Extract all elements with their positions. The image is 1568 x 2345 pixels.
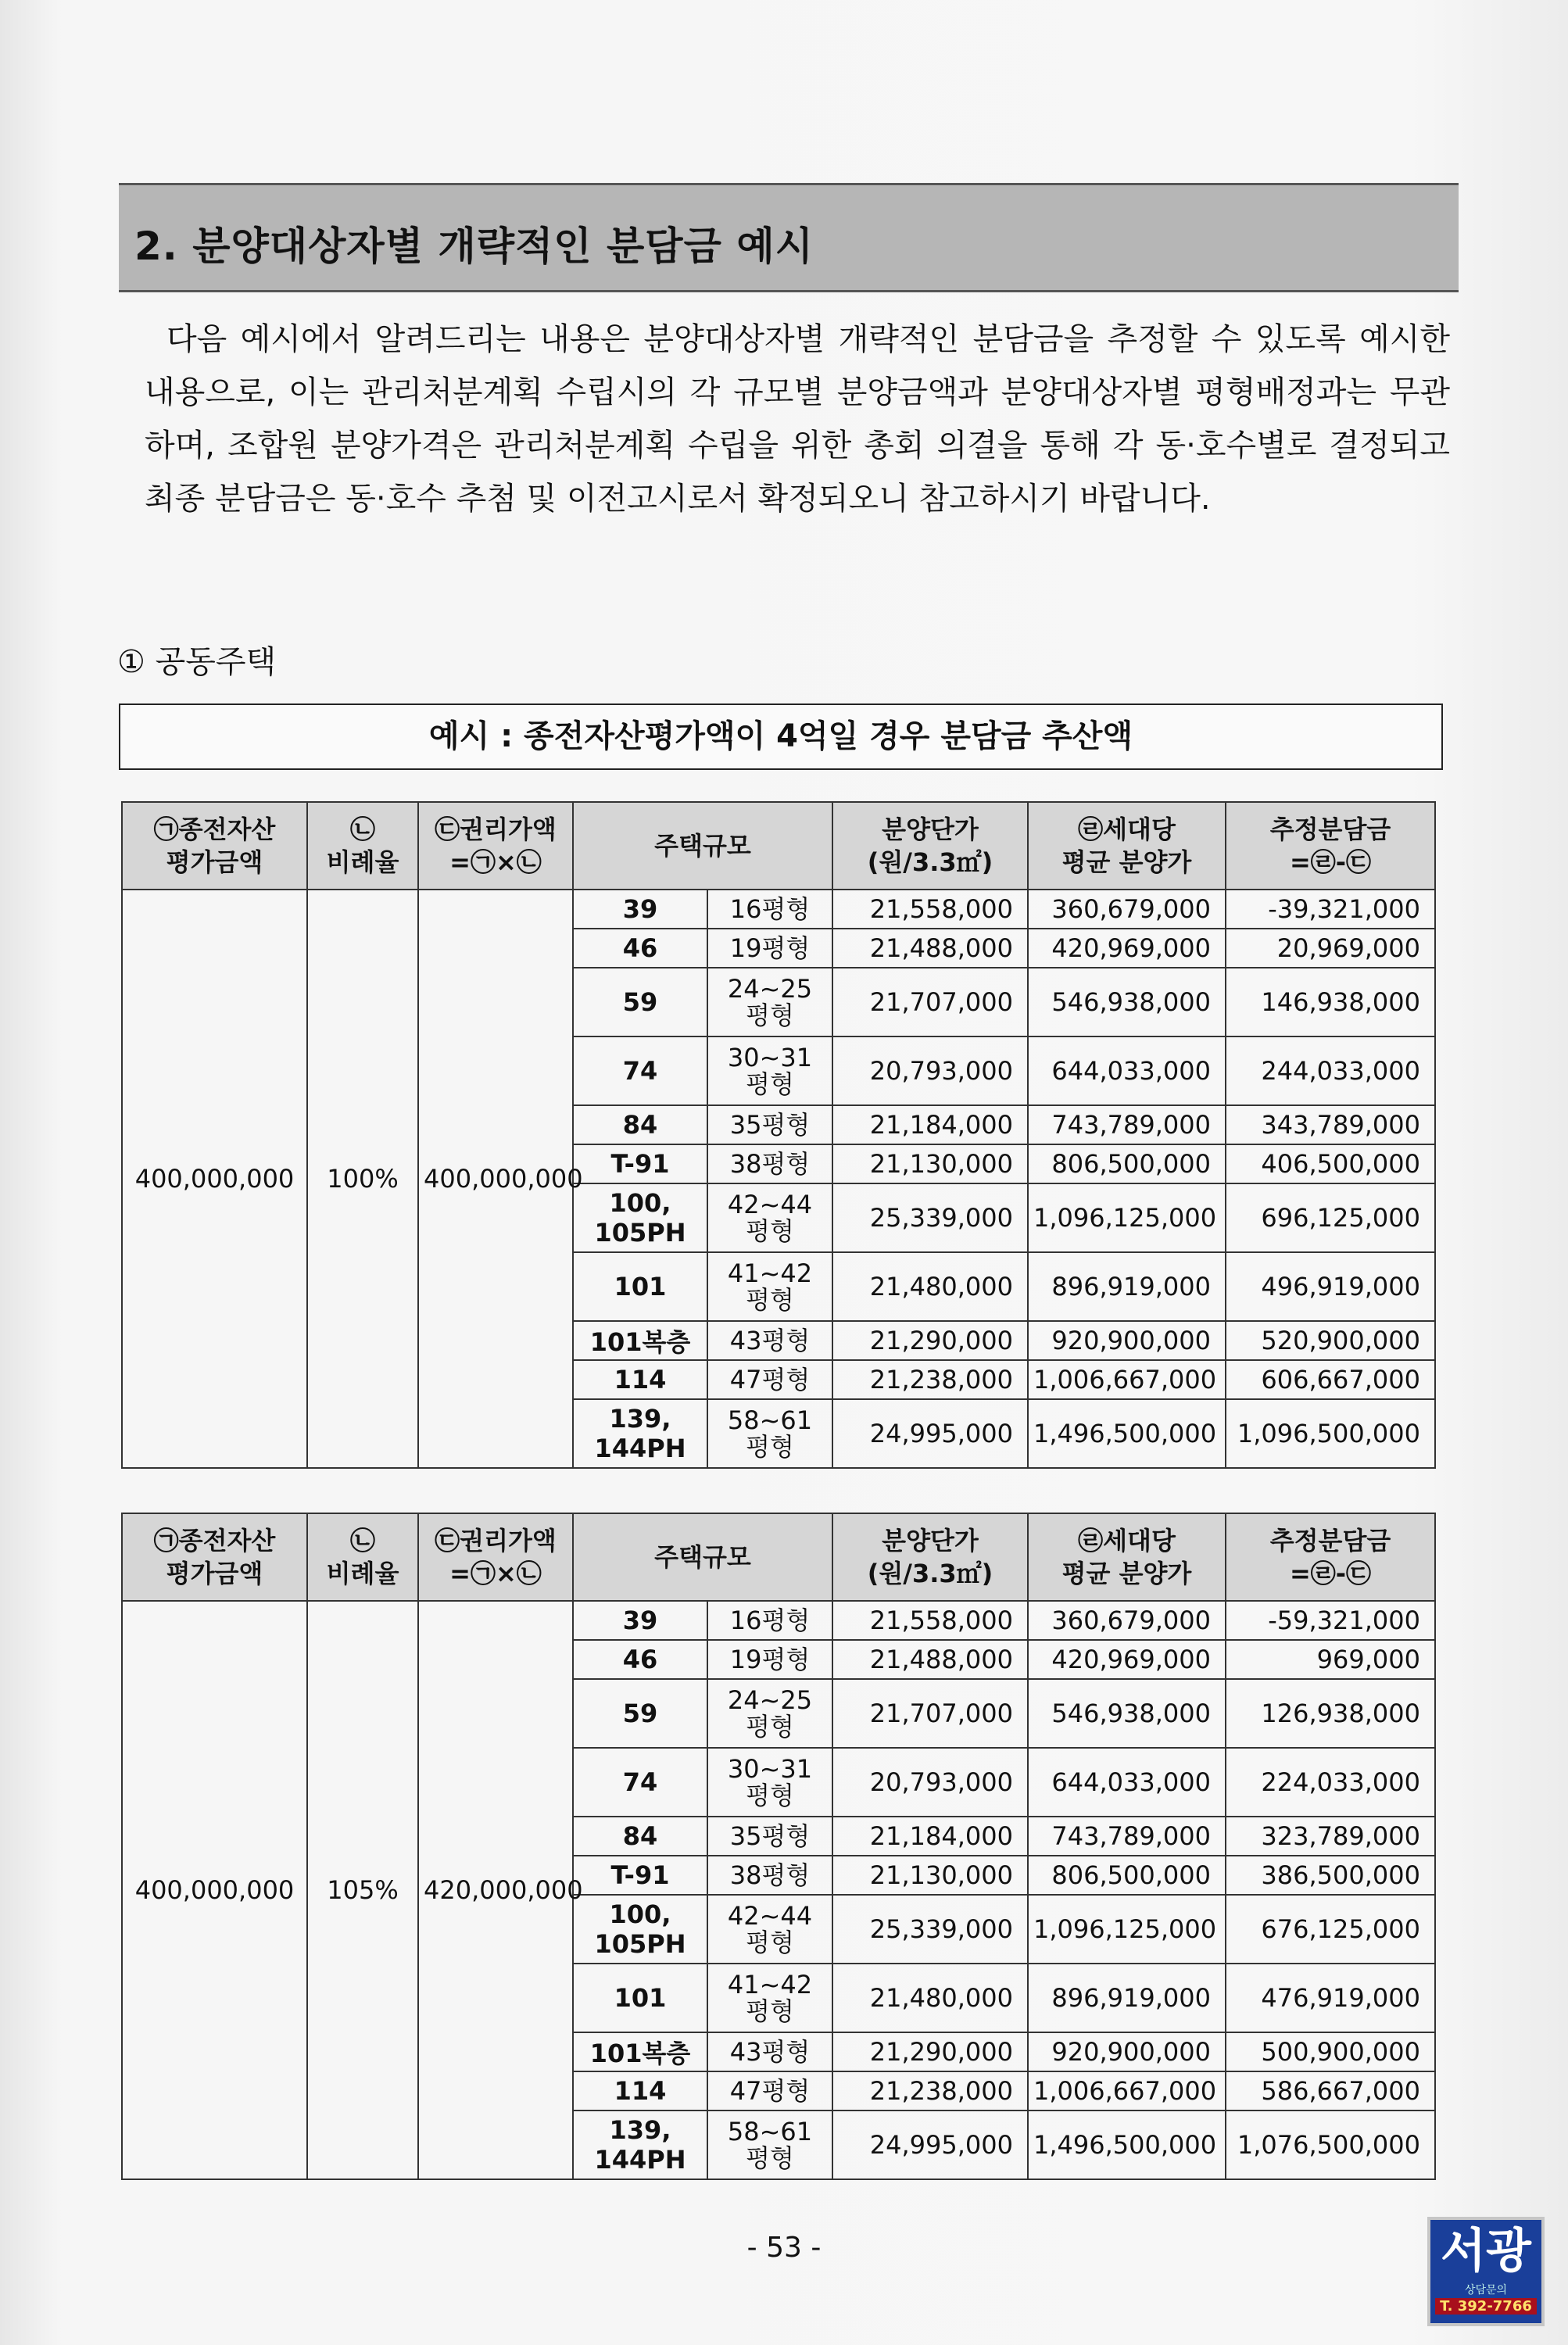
cell-plan-type: 47평형: [707, 2071, 832, 2110]
cell-estimated-share: 500,900,000: [1226, 2032, 1435, 2071]
intro-text: 다음 예시에서 알려드리는 내용은 분양대상자별 개략적인 분담금을 추정할 수 있도록 예시한 내용으로, 이는 관리처분계획 수립시의 각 규모별 분양금액과 분양대상자별 평형배정과는 무관하며, 조합원 분양가격은 관리처분계획 수립을 위한 총회 의결을 통해 각 동·호수별로 결정되고 최종 분담금은 동·호수 추첨 및 이전고시로서 확정되오니 참고하시기 바랍니다.: [145, 321, 1450, 517]
cell-size: 101: [573, 1964, 707, 2032]
cell-unit-price: 21,290,000: [832, 1321, 1028, 1360]
cell-unit-price: 21,238,000: [832, 2071, 1028, 2110]
header-asset-value: ㉠종전자산 평가금액: [122, 1513, 307, 1601]
intro-paragraph: [145, 313, 1450, 525]
cell-plan-type: 24~25 평형: [707, 1679, 832, 1748]
cell-estimated-share: 146,938,000: [1226, 968, 1435, 1036]
cell-unit-price: 20,793,000: [832, 1036, 1028, 1105]
cell-unit-price: 21,558,000: [832, 890, 1028, 929]
cell-estimated-share: 224,033,000: [1226, 1748, 1435, 1817]
header-avg-price: ㉣세대당 평균 분양가: [1028, 802, 1226, 890]
table-body: [122, 1601, 1435, 2179]
table-row: [122, 890, 1435, 929]
cell-size: 46: [573, 929, 707, 968]
cell-unit-price: 21,488,000: [832, 929, 1028, 968]
cell-size: 139, 144PH: [573, 2110, 707, 2179]
cell-estimated-share: 496,919,000: [1226, 1252, 1435, 1321]
cell-size: 74: [573, 1748, 707, 1817]
cell-avg-price: 360,679,000: [1028, 890, 1226, 929]
cell-unit-price: 21,184,000: [832, 1817, 1028, 1856]
cell-plan-type: 35평형: [707, 1105, 832, 1144]
cell-size: 114: [573, 2071, 707, 2110]
stamp-caption: 상담문의: [1464, 2284, 1508, 2297]
cell-unit-price: 21,130,000: [832, 1144, 1028, 1183]
subsection-heading: ① 공동주택: [117, 644, 277, 680]
cell-plan-type: 24~25 평형: [707, 968, 832, 1036]
cell-unit-price: 24,995,000: [832, 2110, 1028, 2179]
stamp-phone: T. 392-7766: [1435, 2298, 1537, 2315]
cell-plan-type: 30~31 평형: [707, 1036, 832, 1105]
cell-estimated-share: 476,919,000: [1226, 1964, 1435, 2032]
cell-unit-price: 21,707,000: [832, 1679, 1028, 1748]
cell-estimated-share: 323,789,000: [1226, 1817, 1435, 1856]
cell-estimated-share: 969,000: [1226, 1640, 1435, 1679]
header-rights-value: ㉢권리가액 =㉠×㉡: [418, 1513, 573, 1601]
header-ratio: ㉡ 비례율: [307, 802, 418, 890]
cell-estimated-share: 20,969,000: [1226, 929, 1435, 968]
cell-avg-price: 644,033,000: [1028, 1748, 1226, 1817]
cell-size: 39: [573, 890, 707, 929]
example-banner: 예시 : 종전자산평가액이 4억일 경우 분담금 추산액: [119, 704, 1443, 770]
cell-size: 74: [573, 1036, 707, 1105]
cell-size: 46: [573, 1640, 707, 1679]
cell-size: 100, 105PH: [573, 1895, 707, 1964]
cell-avg-price: 743,789,000: [1028, 1105, 1226, 1144]
header-unit-price: 분양단가 (원/3.3㎡): [832, 1513, 1028, 1601]
cell-avg-price: 920,900,000: [1028, 2032, 1226, 2071]
cell-plan-type: 38평형: [707, 1856, 832, 1895]
header-housing-size: 주택규모: [573, 802, 832, 890]
cell-unit-price: 21,184,000: [832, 1105, 1028, 1144]
cell-estimated-share: 244,033,000: [1226, 1036, 1435, 1105]
table-row: [122, 1601, 1435, 1640]
section-title-bar: [119, 183, 1459, 292]
cell-estimated-share: 1,076,500,000: [1226, 2110, 1435, 2179]
cell-asset: 400,000,000: [122, 1601, 307, 2179]
header-rights-value: ㉢권리가액 =㉠×㉡: [418, 802, 573, 890]
cell-plan-type: 41~42 평형: [707, 1964, 832, 2032]
cell-estimated-share: 406,500,000: [1226, 1144, 1435, 1183]
cell-estimated-share: 343,789,000: [1226, 1105, 1435, 1144]
header-estimated-share: 추정분담금 =㉣-㉢: [1226, 1513, 1435, 1601]
cell-avg-price: 896,919,000: [1028, 1964, 1226, 2032]
cell-plan-type: 19평형: [707, 929, 832, 968]
cell-unit-price: 21,480,000: [832, 1964, 1028, 2032]
cell-estimated-share: 586,667,000: [1226, 2071, 1435, 2110]
cell-unit-price: 21,238,000: [832, 1360, 1028, 1399]
cell-rights: 420,000,000: [418, 1601, 573, 2179]
cell-unit-price: 21,707,000: [832, 968, 1028, 1036]
cell-avg-price: 1,096,125,000: [1028, 1895, 1226, 1964]
page-number: - 53 -: [746, 2232, 822, 2264]
cell-avg-price: 1,496,500,000: [1028, 1399, 1226, 1468]
cell-size: 101: [573, 1252, 707, 1321]
cell-avg-price: 644,033,000: [1028, 1036, 1226, 1105]
publisher-stamp: [1427, 2217, 1545, 2326]
allocation-table-105: [121, 1513, 1436, 2180]
header-avg-price: ㉣세대당 평균 분양가: [1028, 1513, 1226, 1601]
cell-avg-price: 806,500,000: [1028, 1856, 1226, 1895]
cell-unit-price: 25,339,000: [832, 1183, 1028, 1252]
cell-plan-type: 35평형: [707, 1817, 832, 1856]
cell-unit-price: 21,558,000: [832, 1601, 1028, 1640]
cell-size: 101복층: [573, 1321, 707, 1360]
cell-asset: 400,000,000: [122, 890, 307, 1468]
cell-plan-type: 43평형: [707, 2032, 832, 2071]
header-unit-price: 분양단가 (원/3.3㎡): [832, 802, 1028, 890]
cell-size: T-91: [573, 1144, 707, 1183]
cell-plan-type: 58~61 평형: [707, 2110, 832, 2179]
cell-size: 59: [573, 968, 707, 1036]
cell-size: 84: [573, 1817, 707, 1856]
cell-avg-price: 420,969,000: [1028, 1640, 1226, 1679]
cell-size: T-91: [573, 1856, 707, 1895]
cell-estimated-share: 676,125,000: [1226, 1895, 1435, 1964]
cell-avg-price: 1,006,667,000: [1028, 2071, 1226, 2110]
header-housing-size: 주택규모: [573, 1513, 832, 1601]
cell-size: 101복층: [573, 2032, 707, 2071]
cell-unit-price: 20,793,000: [832, 1748, 1028, 1817]
cell-plan-type: 41~42 평형: [707, 1252, 832, 1321]
cell-unit-price: 21,488,000: [832, 1640, 1028, 1679]
cell-estimated-share: -59,321,000: [1226, 1601, 1435, 1640]
cell-unit-price: 21,290,000: [832, 2032, 1028, 2071]
cell-estimated-share: 520,900,000: [1226, 1321, 1435, 1360]
cell-avg-price: 546,938,000: [1028, 968, 1226, 1036]
cell-plan-type: 19평형: [707, 1640, 832, 1679]
header-asset-value: ㉠종전자산 평가금액: [122, 802, 307, 890]
cell-avg-price: 896,919,000: [1028, 1252, 1226, 1321]
cell-avg-price: 360,679,000: [1028, 1601, 1226, 1640]
cell-size: 139, 144PH: [573, 1399, 707, 1468]
cell-avg-price: 1,006,667,000: [1028, 1360, 1226, 1399]
cell-ratio: 100%: [307, 890, 418, 1468]
table-header-row: [122, 802, 1435, 890]
table-header-row: [122, 1513, 1435, 1601]
cell-size: 100, 105PH: [573, 1183, 707, 1252]
cell-plan-type: 16평형: [707, 1601, 832, 1640]
header-ratio: ㉡ 비례율: [307, 1513, 418, 1601]
cell-estimated-share: 386,500,000: [1226, 1856, 1435, 1895]
cell-plan-type: 38평형: [707, 1144, 832, 1183]
cell-plan-type: 42~44 평형: [707, 1183, 832, 1252]
cell-estimated-share: 696,125,000: [1226, 1183, 1435, 1252]
stamp-brand: 서광: [1441, 2224, 1531, 2279]
cell-unit-price: 24,995,000: [832, 1399, 1028, 1468]
cell-size: 59: [573, 1679, 707, 1748]
cell-estimated-share: 126,938,000: [1226, 1679, 1435, 1748]
cell-plan-type: 58~61 평형: [707, 1399, 832, 1468]
header-estimated-share: 추정분담금 =㉣-㉢: [1226, 802, 1435, 890]
cell-estimated-share: 1,096,500,000: [1226, 1399, 1435, 1468]
cell-unit-price: 25,339,000: [832, 1895, 1028, 1964]
cell-unit-price: 21,480,000: [832, 1252, 1028, 1321]
cell-estimated-share: 606,667,000: [1226, 1360, 1435, 1399]
cell-plan-type: 43평형: [707, 1321, 832, 1360]
cell-avg-price: 806,500,000: [1028, 1144, 1226, 1183]
cell-estimated-share: -39,321,000: [1226, 890, 1435, 929]
cell-avg-price: 1,096,125,000: [1028, 1183, 1226, 1252]
cell-size: 84: [573, 1105, 707, 1144]
cell-plan-type: 42~44 평형: [707, 1895, 832, 1964]
cell-avg-price: 546,938,000: [1028, 1679, 1226, 1748]
cell-plan-type: 47평형: [707, 1360, 832, 1399]
cell-plan-type: 16평형: [707, 890, 832, 929]
cell-size: 114: [573, 1360, 707, 1399]
cell-avg-price: 1,496,500,000: [1028, 2110, 1226, 2179]
cell-rights: 400,000,000: [418, 890, 573, 1468]
cell-plan-type: 30~31 평형: [707, 1748, 832, 1817]
cell-ratio: 105%: [307, 1601, 418, 2179]
table-body: [122, 890, 1435, 1468]
cell-avg-price: 920,900,000: [1028, 1321, 1226, 1360]
cell-avg-price: 420,969,000: [1028, 929, 1226, 968]
section-title: 2. 분양대상자별 개략적인 분담금 예시: [134, 224, 814, 269]
allocation-table-100: [121, 801, 1436, 1469]
cell-unit-price: 21,130,000: [832, 1856, 1028, 1895]
cell-size: 39: [573, 1601, 707, 1640]
cell-avg-price: 743,789,000: [1028, 1817, 1226, 1856]
